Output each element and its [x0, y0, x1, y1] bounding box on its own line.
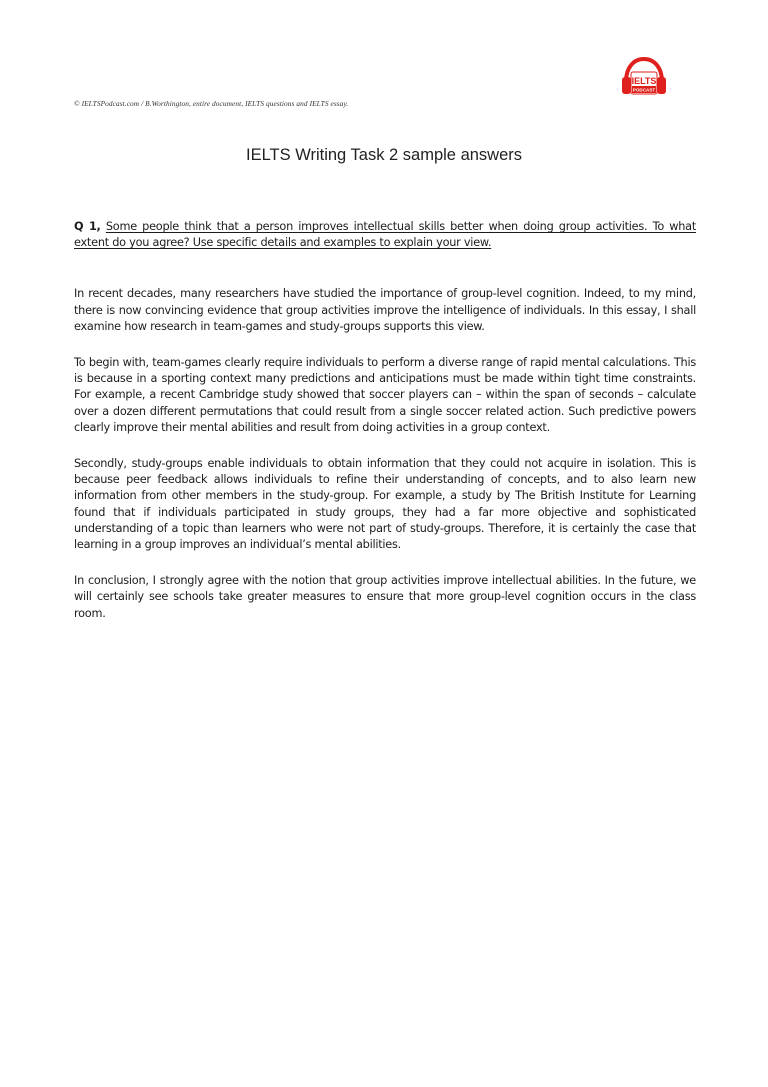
document-title: IELTS Writing Task 2 sample answers — [245, 146, 523, 164]
paragraph-introduction: In recent decades, many researchers have studied the importance of group-level cognition. Indeed, to my mind, there is now convincing evidence that group activities improve the intelligence of individuals. In this essay, I shall examine how research in team-games and study-groups supports this view. — [74, 287, 696, 333]
copyright-notice: © IELTSPodcast.com / B.Worthington, entire document, IELTS questions and IELTS essay. — [74, 99, 349, 108]
paragraph-team-games: To begin with, team-games clearly require individuals to perform a diverse range of rapid mental calculations. This is because in a sporting context many predictions and anticipations must be made within tight time constraints. For example, a recent Cambridge study showed that soccer players can – within the span of seconds – calculate over a dozen different permutations that could result from a single soccer related action. Such predictive powers clearly improve their mental abilities and result from doing activities in a group context. — [74, 356, 696, 434]
headphones-logo-icon — [618, 55, 670, 101]
paragraph-conclusion: In conclusion, I strongly agree with the notion that group activities improve intellectual abilities. In the future, we will certainly see schools take greater measures to ensure that more group-level cognition occurs in the class room. — [74, 574, 696, 620]
paragraph-study-groups: Secondly, study-groups enable individuals to obtain information that they could not acquire in isolation. This is because peer feedback allows individuals to refine their understanding of concepts, and to also learn new information from other members in the study-group. For example, a study by The British Institute for Learning found that if individuals participated in study groups, they had a far more objective and sophisticated understanding of a topic than learners who were not part of study-groups. Therefore, it is certainly the case that learning in a group improves an individual’s mental abilities. — [74, 457, 696, 552]
logo-line1: IELTS — [631, 76, 657, 86]
question-text: Some people think that a person improves intellectual skills better when doing group activities. To what extent do you agree? Use specific details and examples to explain your view. — [74, 220, 696, 250]
document-body — [74, 219, 696, 642]
logo-line2: PODCAST — [632, 87, 656, 93]
ielts-podcast-logo — [618, 55, 670, 101]
question-label: Q 1, — [74, 220, 101, 233]
question-prompt — [74, 219, 696, 251]
